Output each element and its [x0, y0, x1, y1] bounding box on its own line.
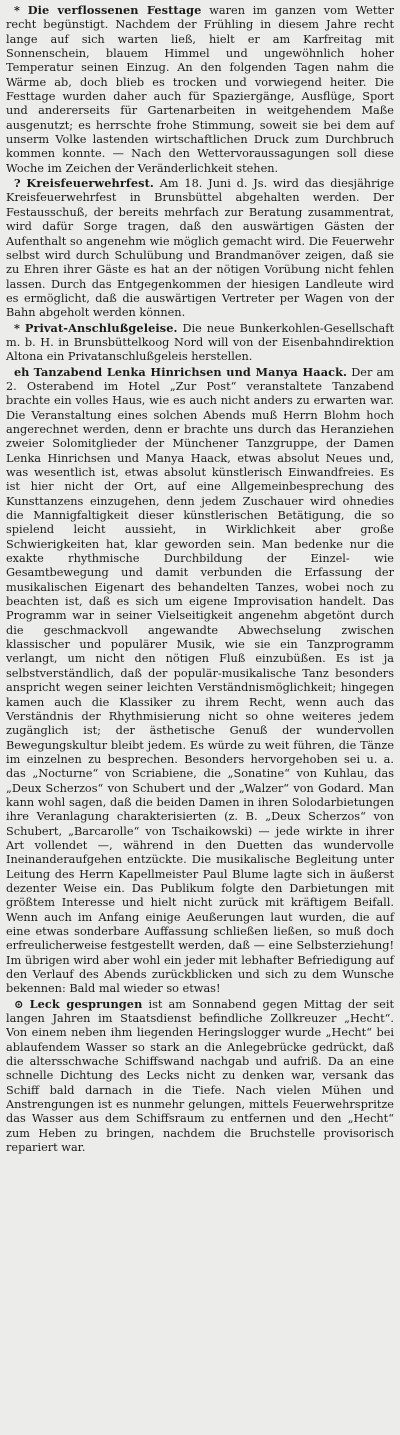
article-kreisfeuerwehrfest [6, 176, 394, 320]
article-tanzabend [6, 365, 394, 997]
article-marker: eh [14, 364, 30, 379]
article-body: Der am 2. Osterabend im Hotel „Zur Post“ veranstaltete Tanzabend brachte ein volles Haus, wie es auch nicht anders zu erwarten war. Die Veranstaltung eines solchen Abends muß Herrn Blohm hoch angerechnet werden, denn er brachte uns durch das Heranziehen zweier Solomitglieder der Münchener Tanzgruppe, der Damen Lenka Hinrichsen und Manya Haack, etwas absolut Neues und, was wesentlich ist, etwas absolut künstlerisch Einwandfreies. Es ist hier nicht der Ort, auf eine Allgemeinbesprechung des Kunsttanzens einzugehen, denn jedem Zuschauer wird ohnedies die Mannigfaltigkeit dieser künstlerischen Betätigung, die so spielend leicht aussieht, in Wirklichkeit aber große Schwierigkeiten hat, klar geworden sein. Man bedenke nur die exakte rhythmische Durchbildung der Einzel- wie Gesamtbewegung und damit verbunden die Erfassung der musikalischen Eigenart des behandelten Tanzes, wobei noch zu beachten ist, daß es sich um eigene Improvisation handelt. Das Programm war in seiner Vielseitigkeit angenehm abgetönt durch die geschmackvoll angewandte Abwechselung zwischen klassischer und populärer Musik, wie sie ein Tanzprogramm verlangt, um nicht den nötigen Fluß einzubüßen. Es ist ja selbstverständlich, daß der populär-musikalische Tanz besonders anspricht wegen seiner leichten Verständnismöglichkeit; hingegen kamen auch die Klassiker zu ihrem Recht, wenn auch das Verständnis der Rhythmisierung nicht so ohne weiteres jedem zugänglich ist; der ästhetische Genuß der wundervollen Bewegungskultur bleibt jedem. Es würde zu weit führen, die Tänze im einzelnen zu besprechen. Besonders hervorgehoben sei u. a. das „Nocturne“ von Scriabiene, die „Sonatine“ von Kuhlau, das „Deux Scherzos“ von Schubert und der „Walzer“ von Godard. Man kann wohl sagen, daß die beiden Damen in ihren Solodarbietungen ihre Veranlagung charakterisierten (z. B. „Deux Scherzos“ von Schubert, „Barcarolle“ von Tschaikowski) — jede wirkte in ihrer Art vollendet —, während in den Duetten das wundervolle Ineinanderaufgehen entzückte. Die musikalische Begleitung unter Leitung des Herrn Kapellmeister Paul Blume lagte sich in äußerst dezenter Weise ein. Das Publikum folgte den Darbietungen mit größtem Interesse und hielt nicht zurück mit kräftigem Beifall. Wenn auch im Anfang einige Aeußerungen laut wurden, die auf eine etwas sonderbare Auffassung schließen ließen, so muß doch erfreulicherweise festgestellt werden, daß — eine Selbsterziehung! Im übrigen wird aber wohl ein jeder mit lebhafter Befriedigung auf den Verlauf des Abends zurückblicken und sich zu dem Wunsche bekennen: Bald mal wieder so etwas! [6, 365, 394, 996]
article-marker: * [14, 320, 20, 335]
article-marker: ? [14, 176, 21, 191]
article-body: Die neue Bunkerkohlen-Gesellschaft m. b. H. in Brunsbüttelkoog Nord will von der Eisenbahndirektion Altona ein Privatanschlußgeleis herstellen. [6, 321, 394, 364]
article-heading: Leck gesprungen [29, 996, 143, 1011]
article-heading: Die verflossenen Festtage [27, 3, 202, 17]
article-marker: ⊙ [14, 996, 24, 1011]
article-anschlussgeleise [6, 321, 394, 365]
article-heading: Privat-Anschlußgeleise. [24, 320, 178, 335]
article-body: Am 18. Juni d. Js. wird das diesjährige Kreisfeuerwehrfest in Brunsbüttel abgehalten werden. Der Festausschuß, der bereits mehrfach zur Beratung zusammentrat, wird dafür Sorge tragen, daß den auswärtigen Gästen der Aufenthalt so angenehm wie möglich gemacht wird. Die Feuerwehr selbst wird durch Schulübung und Brandmanöver zeigen, daß sie zu Ehren ihrer Gäste es hat an der nötigen Vorübung nicht fehlen lassen. Durch das Entgegenkommen der hiesigen Landleute wird es ermöglicht, daß die auswärtigen Vertreter per Wagen von der Bahn abgeholt werden können. [6, 177, 395, 320]
article-marker: * [14, 3, 20, 17]
article-body: waren im ganzen vom Wetter recht begünstigt. Nachdem der Frühling in diesem Jahre recht lange auf sich warten ließ, hielt er am Karfreitag mit Sonnenschein, blauem Himmel und ungewöhnlich hoher Temperatur seinen Einzug. An den folgenden Tagen nahm die Wärme ab, doch blieb es trocken und vorwiegend heiter. Die Festtage wurden daher auch für Spaziergänge, Ausflüge, Sport und andererseits für Gartenarbeiten in weitgehendem Maße ausgenutzt; es herrschte frohe Stimmung, soweit sie bei dem auf unserm Volke lastenden wirtschaftlichen Druck zum Durchbruch kommen konnte. — Nach den Wettervoraussagungen soll diese Woche im Zeichen der Veränderlichkeit stehen. [6, 4, 394, 175]
article-body: ist am Sonnabend gegen Mittag der seit langen Jahren im Staatsdienst befindliche Zollkreuzer „Hecht“. Von einem neben ihm liegenden Heringslogger wurde „Hecht“ bei ablaufendem Wasser so stark an die Anlegebrücke gedrückt, daß die altersschwache Schiffswand nachgab und aufriß. Da an eine schnelle Dichtung des Lecks nicht zu denken war, versank das Schiff bald darnach in die Tiefe. Nach vielen Mühen und Anstrengungen ist es nunmehr gelungen, mittels Feuerwehrspritze das Wasser aus dem Schiffsraum zu entfernen und den „Hecht“ zum Heben zu bringen, nachdem die Bruchstelle provisorisch repariert war. [6, 997, 395, 1155]
article-festtage [6, 3, 394, 176]
article-heading: Tanzabend Lenka Hinrichsen und Manya Haack. [33, 364, 348, 379]
article-heading: Kreisfeuerwehrfest. [26, 176, 154, 191]
article-leck-gesprungen [6, 997, 394, 1156]
